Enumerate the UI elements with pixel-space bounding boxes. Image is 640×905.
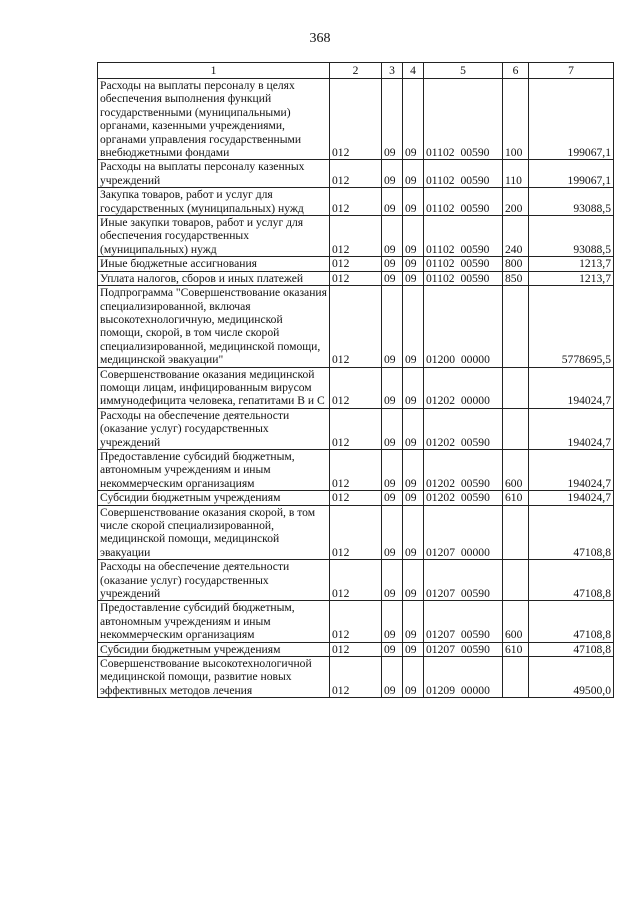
row-name: Совершенствование высокотехнологичной медицинской помощи, развитие новых эффективных методов лечения	[98, 657, 330, 698]
row-section: 09	[382, 216, 403, 257]
row-name: Иные бюджетные ассигнования	[98, 257, 330, 271]
row-subsection: 09	[403, 642, 424, 656]
header-cell-7: 7	[529, 63, 614, 79]
row-subsection: 09	[403, 271, 424, 285]
row-section: 09	[382, 491, 403, 505]
row-name: Расходы на выплаты персоналу казенных учреждений	[98, 160, 330, 188]
row-expense-type: 240	[503, 216, 529, 257]
row-amount: 93088,5	[529, 216, 614, 257]
row-section: 09	[382, 286, 403, 367]
row-amount: 49500,0	[529, 657, 614, 698]
row-expense-type: 200	[503, 188, 529, 216]
row-name: Иные закупки товаров, работ и услуг для обеспечения государственных (муниципальных) нужд	[98, 216, 330, 257]
row-subsection: 09	[403, 449, 424, 490]
row-ministry-code: 012	[330, 408, 382, 449]
row-expense-type: 850	[503, 271, 529, 285]
row-expense-type	[503, 505, 529, 560]
row-ministry-code: 012	[330, 79, 382, 160]
row-subsection: 09	[403, 657, 424, 698]
row-subsection: 09	[403, 160, 424, 188]
row-amount: 194024,7	[529, 449, 614, 490]
row-amount: 194024,7	[529, 408, 614, 449]
row-amount: 93088,5	[529, 188, 614, 216]
row-amount: 5778695,5	[529, 286, 614, 367]
header-row	[98, 63, 614, 79]
row-amount: 1213,7	[529, 257, 614, 271]
table-row	[98, 491, 614, 505]
row-expense-type	[503, 286, 529, 367]
row-expense-type: 110	[503, 160, 529, 188]
row-expense-type: 600	[503, 449, 529, 490]
table-row	[98, 601, 614, 642]
row-ministry-code: 012	[330, 160, 382, 188]
table-row	[98, 505, 614, 560]
row-expense-type: 800	[503, 257, 529, 271]
row-subsection: 09	[403, 79, 424, 160]
row-subsection: 09	[403, 601, 424, 642]
table-row	[98, 216, 614, 257]
row-ministry-code: 012	[330, 601, 382, 642]
row-name: Закупка товаров, работ и услуг для государственных (муниципальных) нужд	[98, 188, 330, 216]
row-expense-type: 610	[503, 491, 529, 505]
row-target-article: 01202 00590	[424, 449, 503, 490]
row-target-article: 01207 00590	[424, 601, 503, 642]
header-cell-6: 6	[503, 63, 529, 79]
table-row	[98, 286, 614, 367]
row-expense-type	[503, 657, 529, 698]
row-subsection: 09	[403, 286, 424, 367]
row-subsection: 09	[403, 505, 424, 560]
row-expense-type	[503, 560, 529, 601]
row-amount: 194024,7	[529, 367, 614, 408]
row-ministry-code: 012	[330, 560, 382, 601]
row-section: 09	[382, 257, 403, 271]
row-section: 09	[382, 408, 403, 449]
header-cell-4: 4	[403, 63, 424, 79]
row-section: 09	[382, 560, 403, 601]
row-amount: 199067,1	[529, 79, 614, 160]
row-amount: 199067,1	[529, 160, 614, 188]
table-row	[98, 188, 614, 216]
row-name: Совершенствование оказания скорой, в том числе скорой специализированной, медицинской помощи, медицинской эвакуации	[98, 505, 330, 560]
row-expense-type	[503, 367, 529, 408]
row-section: 09	[382, 79, 403, 160]
row-ministry-code: 012	[330, 642, 382, 656]
table-row	[98, 642, 614, 656]
row-name: Расходы на обеспечение деятельности (оказание услуг) государственных учреждений	[98, 560, 330, 601]
row-amount: 194024,7	[529, 491, 614, 505]
row-name: Уплата налогов, сборов и иных платежей	[98, 271, 330, 285]
row-name: Предоставление субсидий бюджетным, автономным учреждениям и иным некоммерческим организациям	[98, 449, 330, 490]
row-expense-type: 100	[503, 79, 529, 160]
row-subsection: 09	[403, 408, 424, 449]
row-subsection: 09	[403, 560, 424, 601]
budget-table	[97, 62, 614, 698]
row-expense-type: 600	[503, 601, 529, 642]
row-ministry-code: 012	[330, 286, 382, 367]
table-row	[98, 449, 614, 490]
header-cell-2: 2	[330, 63, 382, 79]
row-amount: 47108,8	[529, 642, 614, 656]
row-subsection: 09	[403, 367, 424, 408]
row-ministry-code: 012	[330, 216, 382, 257]
row-name: Предоставление субсидий бюджетным, автономным учреждениям и иным некоммерческим организациям	[98, 601, 330, 642]
table-row	[98, 560, 614, 601]
table-row	[98, 408, 614, 449]
row-name: Совершенствование оказания медицинской помощи лицам, инфицированным вирусом иммунодефицита человека, гепатитами В и С	[98, 367, 330, 408]
row-target-article: 01207 00590	[424, 560, 503, 601]
row-section: 09	[382, 601, 403, 642]
row-amount: 47108,8	[529, 505, 614, 560]
row-target-article: 01202 00000	[424, 367, 503, 408]
row-subsection: 09	[403, 257, 424, 271]
row-section: 09	[382, 642, 403, 656]
table-row	[98, 160, 614, 188]
row-section: 09	[382, 367, 403, 408]
row-ministry-code: 012	[330, 449, 382, 490]
row-name: Расходы на выплаты персоналу в целях обеспечения выполнения функций государственными (муниципальными) органами, казенными учреждениями, органами управления государственными внебюджетными фондами	[98, 79, 330, 160]
row-ministry-code: 012	[330, 367, 382, 408]
row-expense-type: 610	[503, 642, 529, 656]
table-row	[98, 79, 614, 160]
row-name: Субсидии бюджетным учреждениям	[98, 642, 330, 656]
row-ministry-code: 012	[330, 257, 382, 271]
row-amount: 1213,7	[529, 271, 614, 285]
row-section: 09	[382, 271, 403, 285]
row-target-article: 01102 00590	[424, 257, 503, 271]
row-target-article: 01202 00590	[424, 408, 503, 449]
row-subsection: 09	[403, 216, 424, 257]
row-section: 09	[382, 160, 403, 188]
row-ministry-code: 012	[330, 271, 382, 285]
row-target-article: 01102 00590	[424, 188, 503, 216]
row-subsection: 09	[403, 491, 424, 505]
table-row	[98, 257, 614, 271]
table-row	[98, 367, 614, 408]
row-name: Расходы на обеспечение деятельности (оказание услуг) государственных учреждений	[98, 408, 330, 449]
row-target-article: 01207 00000	[424, 505, 503, 560]
row-section: 09	[382, 449, 403, 490]
table-body	[98, 79, 614, 698]
row-amount: 47108,8	[529, 560, 614, 601]
row-ministry-code: 012	[330, 505, 382, 560]
row-section: 09	[382, 505, 403, 560]
row-amount: 47108,8	[529, 601, 614, 642]
header-cell-1: 1	[98, 63, 330, 79]
row-ministry-code: 012	[330, 188, 382, 216]
row-target-article: 01102 00590	[424, 216, 503, 257]
row-ministry-code: 012	[330, 491, 382, 505]
row-target-article: 01202 00590	[424, 491, 503, 505]
row-target-article: 01102 00590	[424, 271, 503, 285]
table-row	[98, 657, 614, 698]
row-ministry-code: 012	[330, 657, 382, 698]
table-row	[98, 271, 614, 285]
row-section: 09	[382, 657, 403, 698]
row-target-article: 01209 00000	[424, 657, 503, 698]
row-target-article: 01102 00590	[424, 79, 503, 160]
row-target-article: 01200 00000	[424, 286, 503, 367]
row-subsection: 09	[403, 188, 424, 216]
row-target-article: 01102 00590	[424, 160, 503, 188]
row-name: Субсидии бюджетным учреждениям	[98, 491, 330, 505]
header-cell-3: 3	[382, 63, 403, 79]
row-name: Подпрограмма "Совершенствование оказания специализированной, включая высокотехнологичную, медицинской помощи, скорой, в том числе скорой специализированной, медицинской помощи, медицинской эвакуации"	[98, 286, 330, 367]
row-section: 09	[382, 188, 403, 216]
row-expense-type	[503, 408, 529, 449]
page-number: 368	[309, 31, 331, 46]
row-target-article: 01207 00590	[424, 642, 503, 656]
header-cell-5: 5	[424, 63, 503, 79]
